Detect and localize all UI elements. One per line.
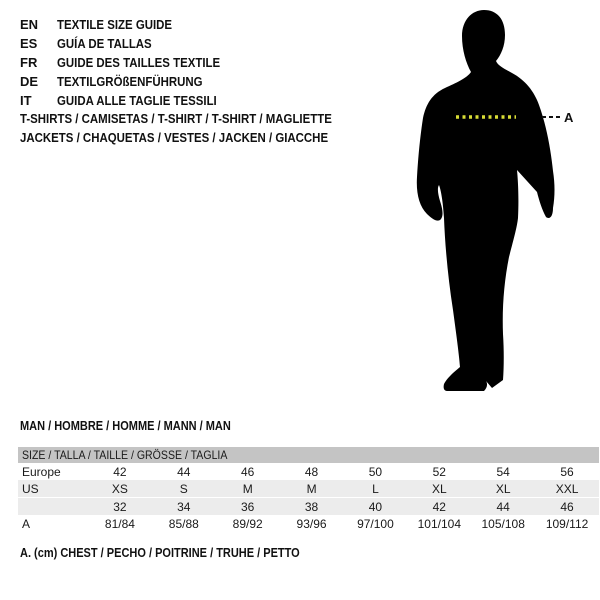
language-row-es xyxy=(20,34,242,53)
size-cell: S xyxy=(152,480,216,498)
category-line-tshirts: T-SHIRTS / CAMISETAS / T-SHIRT / T-SHIRT / MAGLIETTE xyxy=(20,111,332,126)
category-line-jackets: JACKETS / CHAQUETAS / VESTES / JACKEN / GIACCHE xyxy=(20,130,329,145)
size-cell: 93/96 xyxy=(296,516,327,531)
size-cell: M xyxy=(280,480,344,498)
language-code: ES xyxy=(20,36,38,51)
size-table-header-row xyxy=(18,447,599,463)
size-cell: 109/112 xyxy=(545,516,589,531)
size-cell: 40 xyxy=(344,498,408,516)
language-code: IT xyxy=(20,93,32,108)
row-label xyxy=(18,498,88,516)
size-cell: 32 xyxy=(88,498,152,516)
size-cell: 48 xyxy=(304,464,319,479)
size-cell: 44 xyxy=(471,498,535,516)
size-cell: 52 xyxy=(432,464,446,479)
language-title: GUIDA ALLE TAGLIE TESSILI xyxy=(57,93,217,108)
language-title: GUÍA DE TALLAS xyxy=(57,36,152,51)
size-cell: 50 xyxy=(368,464,383,479)
size-cell: 56 xyxy=(560,464,574,479)
size-cell: 46 xyxy=(535,498,599,516)
size-cell: 42 xyxy=(407,498,471,516)
size-cell: 44 xyxy=(177,464,191,479)
man-figure xyxy=(400,0,600,400)
size-cell: 38 xyxy=(280,498,344,516)
size-cell: 46 xyxy=(241,464,255,479)
size-table-header: SIZE / TALLA / TAILLE / GRÖSSE / TAGLIA xyxy=(22,448,228,462)
language-row-en xyxy=(20,15,242,34)
language-code: FR xyxy=(20,55,38,70)
size-cell: XXL xyxy=(535,480,599,498)
table-row-us-numeric xyxy=(18,498,599,516)
size-cell: 42 xyxy=(113,464,127,479)
size-cell: XS xyxy=(88,480,152,498)
language-list xyxy=(20,15,242,110)
size-cell: 105/108 xyxy=(481,516,525,531)
language-row-it xyxy=(20,91,242,110)
table-row-chest-a xyxy=(18,515,599,532)
size-cell: 36 xyxy=(216,498,280,516)
section-label-man: MAN / HOMBRE / HOMME / MANN / MAN xyxy=(20,419,231,433)
size-cell: 81/84 xyxy=(104,516,135,531)
language-code: DE xyxy=(20,74,39,89)
language-title: TEXTILE SIZE GUIDE xyxy=(57,17,173,32)
garment-categories xyxy=(20,109,374,147)
size-cell: 101/104 xyxy=(417,516,461,531)
size-cell: 85/88 xyxy=(168,516,199,531)
row-label: Europe xyxy=(22,464,61,479)
size-cell: L xyxy=(344,480,408,498)
table-row-us xyxy=(18,480,599,498)
language-code: EN xyxy=(20,17,39,32)
measure-label-a: A xyxy=(564,110,574,125)
language-title: GUIDE DES TAILLES TEXTILE xyxy=(57,55,221,70)
man-silhouette xyxy=(417,10,555,391)
language-row-de xyxy=(20,72,242,91)
language-row-fr xyxy=(20,53,242,72)
size-cell: 97/100 xyxy=(357,516,394,531)
row-label: A xyxy=(22,516,31,531)
size-cell: 89/92 xyxy=(232,516,263,531)
size-cell: 54 xyxy=(496,464,510,479)
row-label: US xyxy=(18,480,88,498)
size-cell: M xyxy=(216,480,280,498)
size-cell: XL xyxy=(471,480,535,498)
size-table xyxy=(18,447,599,532)
size-cell: XL xyxy=(407,480,471,498)
measurement-footnote: A. (cm) CHEST / PECHO / POITRINE / TRUHE / PETTO xyxy=(20,546,300,560)
size-cell: 34 xyxy=(152,498,216,516)
language-title: TEXTILGRÖßENFÜHRUNG xyxy=(57,74,203,89)
table-row-europe xyxy=(18,463,599,480)
